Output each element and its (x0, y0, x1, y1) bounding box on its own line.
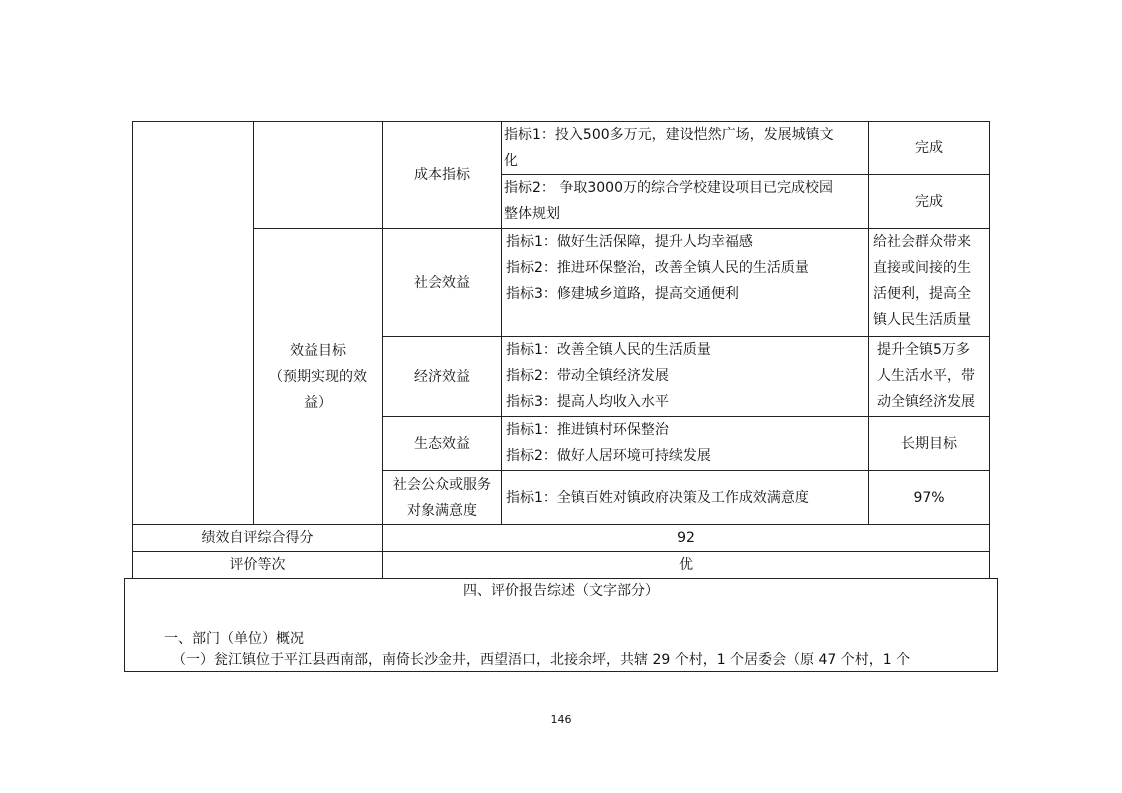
economic-benefit-label: 经济效益 (414, 368, 470, 385)
list-item: 指标1：做好生活保障，提升人均幸福感 (506, 234, 753, 250)
benefit-target-label: 效益目标 （预期实现的效 益） (269, 342, 367, 411)
list-item: 指标1：推进镇村环保整治 (506, 422, 669, 438)
social-benefit-result: 给社会群众带来 直接或间接的生 活便利，提高全 镇人民生活质量 (873, 234, 971, 328)
cost-result-2: 完成 (915, 193, 943, 210)
list-item: 指标2：推进环保整治，改善全镇人民的生活质量 (506, 260, 809, 276)
grade-value: 优 (679, 557, 693, 573)
satisfaction-label: 社会公众或服务 对象满意度 (393, 476, 491, 519)
list-item: 指标3：修建城乡道路，提高交通便利 (506, 286, 739, 302)
section-title: 四、评价报告综述（文字部分） (463, 583, 659, 599)
list-item: 指标2：带动全镇经济发展 (506, 368, 669, 384)
list-item: 指标2：做好人居环境可持续发展 (506, 448, 711, 464)
social-benefit-indicators (502, 229, 868, 336)
ecological-benefit-indicators (502, 417, 868, 470)
section-heading: 一、部门（单位）概况 (164, 631, 304, 647)
cost-indicator-1: 指标1：投入500多万元，建设恺然广场，发展城镇文 化 (504, 127, 834, 169)
ecological-benefit-result: 长期目标 (901, 435, 957, 452)
ecological-benefit-label: 生态效益 (414, 435, 470, 452)
score-label: 绩效自评综合得分 (201, 530, 314, 546)
satisfaction-indicators (502, 471, 868, 524)
score-value: 92 (677, 530, 695, 546)
section-paragraph: （一）瓮江镇位于平江县西南部，南倚长沙金井，西望浯口，北接余坪，共辖 29 个村，1 个居委会（原 47 个村，1 个 (172, 652, 911, 668)
cost-result-1: 完成 (915, 140, 943, 156)
cost-indicator-2: 指标2： 争取3000万的综合学校建设项目已完成校园 整体规划 (504, 180, 833, 222)
list-item: 指标1：改善全镇人民的生活质量 (506, 342, 711, 358)
satisfaction-result: 97% (913, 489, 945, 506)
cost-indicator-label: 成本指标 (414, 167, 470, 183)
list-item: 指标1：全镇百姓对镇政府决策及工作成效满意度 (506, 489, 809, 506)
social-benefit-label: 社会效益 (414, 274, 470, 291)
grade-label: 评价等次 (229, 557, 286, 573)
page-number: 146 (550, 713, 572, 726)
list-item: 指标3：提高人均收入水平 (506, 394, 669, 410)
economic-benefit-result: 提升全镇5万多 人生活水平，带 动全镇经济发展 (877, 342, 975, 410)
economic-benefit-indicators (502, 337, 868, 416)
